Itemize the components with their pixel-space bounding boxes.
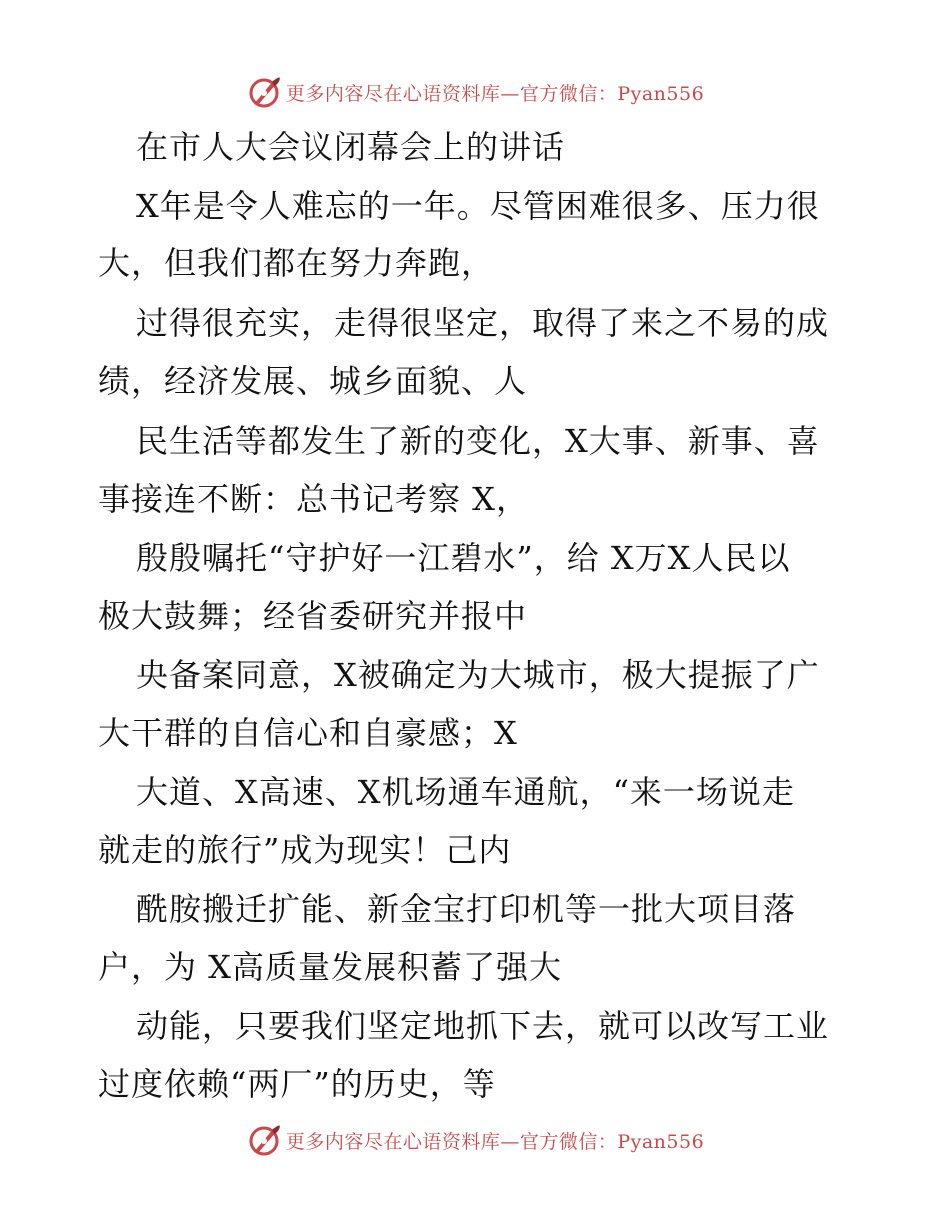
document-title: 在市人大会议闭幕会上的讲话 [136,128,566,166]
paragraph-line: 殷殷嘱托“守护好一江碧水”，给 X万X人民以 [136,539,791,577]
footer-banner [0,1120,950,1160]
paragraph-line: 酰胺搬迁扩能、新金宝打印机等一批大项目落 [136,890,797,928]
paragraph-line: 户，为 X高质量发展积蓄了强大 [98,948,562,986]
paragraph-line: 大，但我们都在努力奔跑， [98,244,495,282]
footer-banner-text: 更多内容尽在心语资料库—官方微信：Pyan556 [285,1130,705,1153]
quill-pen-logo-icon [246,1122,282,1158]
paragraph-line: 过度依赖“两厂”的历史，等 [98,1065,496,1103]
paragraph-line: 大干群的自信心和自豪感；X [98,714,518,752]
paragraph-line: 央备案同意，X被确定为大城市，极大提振了广 [136,656,820,694]
paragraph-line: 大道、X高速、X机场通车通航，“来一场说走 [136,773,795,811]
paragraph-line: 绩，经济发展、城乡面貌、人 [98,362,528,400]
paragraph-line: 极大鼓舞；经省委研究并报中 [98,597,528,635]
header-banner-text: 更多内容尽在心语资料库—官方微信：Pyan556 [285,82,705,105]
paragraph-line: 事接连不断：总书记考察 X， [98,480,529,518]
paragraph-line: 民生活等都发生了新的变化，X大事、新事、喜 [136,422,820,460]
quill-pen-logo-icon [246,74,282,110]
header-banner [0,72,950,112]
paragraph-line: 就走的旅行”成为现实！己内 [98,831,512,869]
paragraph-line: X年是令人难忘的一年。尽管困难很多、压力很 [136,187,820,225]
paragraph-line: 过得很充实，走得很坚定，取得了来之不易的成 [136,304,830,342]
paragraph-line: 动能，只要我们坚定地抓下去，就可以改写工业 [136,1007,830,1045]
